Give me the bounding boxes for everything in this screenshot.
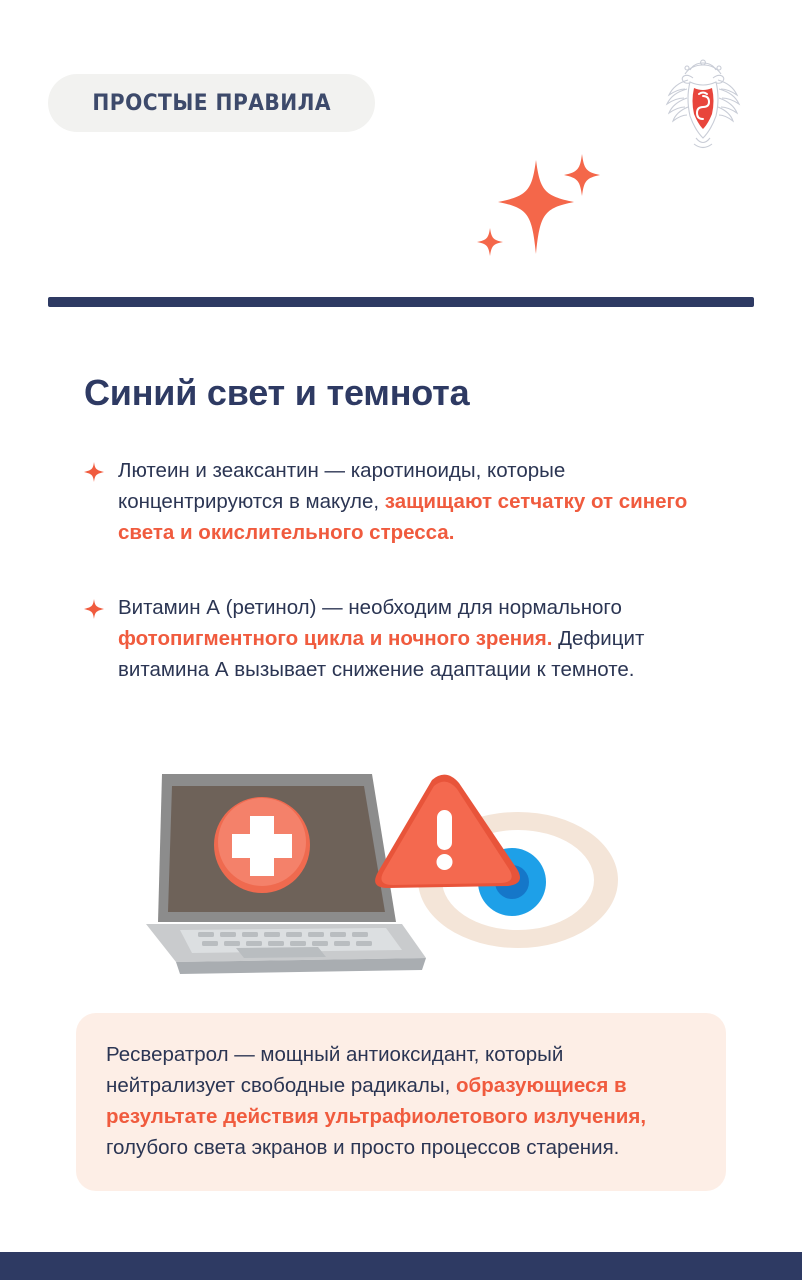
list-item-text xyxy=(118,592,726,685)
bullet-list xyxy=(84,455,726,713)
note-part-3: голубого света экранов и просто процессов старения. xyxy=(106,1136,620,1159)
sparkle-bullet-icon xyxy=(84,462,104,482)
note-highlight: образующиеся в результате действия ультрафиолетового излучения, xyxy=(106,1074,647,1128)
bullet-1-part-1: Лютеин и зеаксантин — каротиноиды, которые концентрируются в макуле, xyxy=(118,459,566,513)
bullet-2-part-3: Дефицит витамина А вызывает снижение адаптации к темноте. xyxy=(118,627,645,681)
list-item-text xyxy=(118,455,726,548)
note-text xyxy=(106,1039,696,1163)
sparkle-decoration-icon xyxy=(470,150,610,270)
bullet-2-part-1: Витамин А (ретинол) — необходим для нормального xyxy=(118,596,622,619)
header xyxy=(48,74,754,138)
title-divider xyxy=(48,297,754,307)
note-card xyxy=(76,1013,726,1191)
bullet-2-highlight: фотопигментного цикла и ночного зрения. xyxy=(118,627,553,650)
bullet-1-highlight: защищают сетчатку от синего света и окислительного стресса. xyxy=(118,490,688,544)
page-title: Синий свет и темнота xyxy=(84,372,470,413)
footer-bar xyxy=(0,1252,802,1280)
list-item xyxy=(84,455,726,548)
sparkle-bullet-icon xyxy=(84,599,104,619)
section-badge xyxy=(48,74,375,132)
section-badge-label: ПРОСТЫЕ ПРАВИЛА xyxy=(92,90,332,116)
illustration xyxy=(140,762,660,990)
list-item xyxy=(84,592,726,685)
rospotrebnadzor-emblem-icon xyxy=(660,58,746,154)
note-part-1: Ресвератрол — мощный антиоксидант, который нейтрализует свободные радикалы, xyxy=(106,1043,564,1097)
